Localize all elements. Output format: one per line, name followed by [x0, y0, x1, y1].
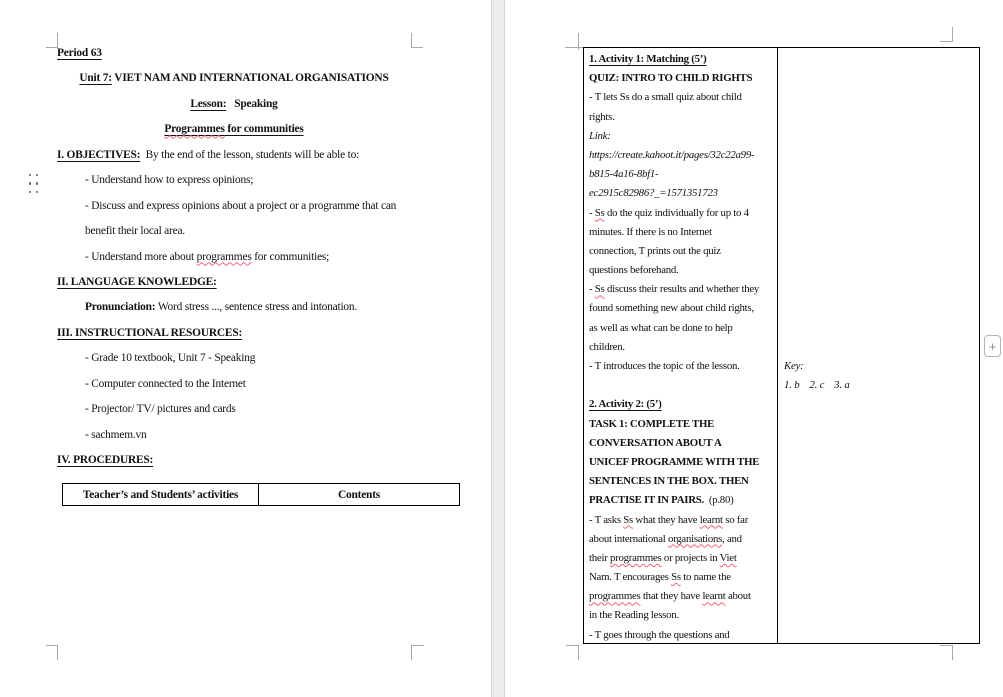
drag-dot [36, 191, 38, 193]
text-line: programmes that they have learnt about [589, 590, 751, 603]
crop-mark [565, 47, 585, 48]
crop-mark [566, 645, 579, 646]
text-line: III. INSTRUCTIONAL RESOURCES: [57, 326, 243, 339]
text-line: in the Reading lesson. [589, 609, 679, 622]
text-line: - Ss do the quiz individually for up to 4 [589, 206, 749, 219]
key-values: 1. b 2. c 3. a [784, 379, 850, 391]
page-right[interactable] [505, 0, 1003, 697]
text-line: - T introduces the topic of the lesson. [589, 360, 740, 372]
text-line: https://create.kahoot.it/pages/32c22a99- [589, 148, 755, 161]
spellcheck-underline: Ss [594, 283, 605, 296]
text-line: SENTENCES IN THE BOX. THEN [589, 475, 749, 488]
text-line: - T goes through the questions and [589, 628, 730, 641]
spellcheck-underline: programmes [610, 551, 662, 564]
header-cell-activities: Teacher’s and Students’ activities [63, 484, 259, 505]
text-line: II. LANGUAGE KNOWLEDGE: [57, 275, 217, 288]
text-line: UNICEF PROGRAMME WITH THE [589, 455, 760, 468]
text-line: - T lets Ss do a small quiz about child [589, 91, 742, 104]
crop-mark [952, 27, 953, 41]
crop-mark [940, 645, 953, 646]
contents-cell [778, 48, 979, 643]
crop-mark [411, 645, 424, 646]
text-line: - Grade 10 textbook, Unit 7 - Speaking [85, 352, 256, 365]
spellcheck-underline: Ss [623, 513, 633, 526]
spellcheck-underline: learnt [702, 590, 726, 603]
left-page-text [57, 41, 411, 473]
text-line: IV. PROCEDURES: [57, 454, 154, 466]
crop-mark [411, 645, 412, 660]
procedures-table [583, 47, 980, 644]
drag-dot [29, 191, 31, 193]
spellcheck-underline: programmes [196, 250, 252, 263]
crop-mark [46, 645, 58, 646]
drag-dot [29, 182, 31, 184]
text-line: Link: [589, 129, 611, 142]
activities-cell [584, 48, 778, 643]
spellcheck-underline: Ss [594, 206, 605, 219]
text-line: - Understand how to express opinions; [85, 174, 254, 187]
text-line: QUIZ: INTRO TO CHILD RIGHTS [589, 72, 753, 85]
spellcheck-underline: organisations [667, 532, 723, 545]
text-line: - Discuss and express opinions about a project or a programme that can [85, 199, 397, 212]
text-line: - Computer connected to the Internet [85, 377, 246, 390]
spellcheck-underline: Viet [719, 551, 737, 564]
text-line: ec2915c82986?_=1571351723 [589, 187, 718, 200]
add-button[interactable]: + [984, 335, 1001, 357]
text-line: their programmes or projects in Viet [589, 551, 737, 564]
drag-dot [36, 182, 38, 184]
text-line: CONVERSATION ABOUT A [589, 436, 722, 449]
text-line: minutes. If there is no Internet [589, 225, 712, 238]
text-line: - Understand more about programmes for communities; [85, 250, 330, 263]
header-cell-contents: Contents [337, 488, 381, 501]
crop-mark [578, 645, 579, 660]
text-line: Period 63 [57, 47, 102, 59]
text-line: Pronunciation: Word stress ..., sentence stress and intonation. [85, 301, 358, 314]
spellcheck-underline: learnt [699, 513, 723, 526]
text-line: - sachmem.vn [85, 428, 147, 441]
text-line: as well as what can be done to help [589, 321, 733, 334]
text-line: - T asks Ss what they have learnt so far [589, 513, 749, 526]
text-line: TASK 1: COMPLETE THE [589, 417, 715, 430]
text-line: Unit 7: VIET NAM AND INTERNATIONAL ORGANISATIONS [79, 72, 389, 85]
text-line: PRACTISE IT IN PAIRS. (p.80) [589, 494, 734, 507]
text-line: connection, T prints out the quiz [589, 244, 721, 257]
crop-mark [940, 41, 953, 42]
crop-mark [411, 33, 412, 48]
text-line: children. [589, 340, 625, 353]
page-gap [491, 0, 505, 697]
drag-dot [29, 174, 31, 176]
drag-handle-icon[interactable] [27, 172, 40, 195]
text-line [589, 376, 774, 395]
text-line: b815-4a16-8bf1- [589, 168, 659, 181]
procedures-header-row [62, 483, 460, 506]
drag-dot [36, 174, 38, 176]
crop-mark [57, 645, 58, 660]
spellcheck-underline: Ss [671, 571, 681, 584]
text-line: 1. Activity 1: Matching (5’) [589, 53, 707, 65]
page-left[interactable] [0, 0, 491, 697]
text-line: 2. Activity 2: (5’) [589, 398, 662, 411]
text-line: about international organisations, and [589, 532, 742, 545]
text-line: Programmes for communities [164, 123, 304, 136]
text-line: found something new about child rights, [589, 302, 754, 315]
text-line: I. OBJECTIVES: By the end of the lesson, students will be able to: [57, 148, 360, 161]
spellcheck-underline: Programmes [164, 123, 225, 136]
text-line: questions beforehand. [589, 264, 679, 277]
key-label: Key: [784, 360, 804, 372]
crop-mark [411, 47, 423, 48]
text-line: Lesson: Speaking [190, 97, 278, 110]
spellcheck-underline: programmes [589, 590, 641, 603]
text-line: - Projector/ TV/ pictures and cards [85, 403, 236, 416]
text-line: Nam. T encourages Ss to name the [589, 571, 731, 584]
text-line: benefit their local area. [85, 225, 185, 238]
crop-mark [952, 645, 953, 660]
text-line: - Ss discuss their results and whether they [589, 283, 760, 296]
text-line: rights. [589, 110, 615, 123]
